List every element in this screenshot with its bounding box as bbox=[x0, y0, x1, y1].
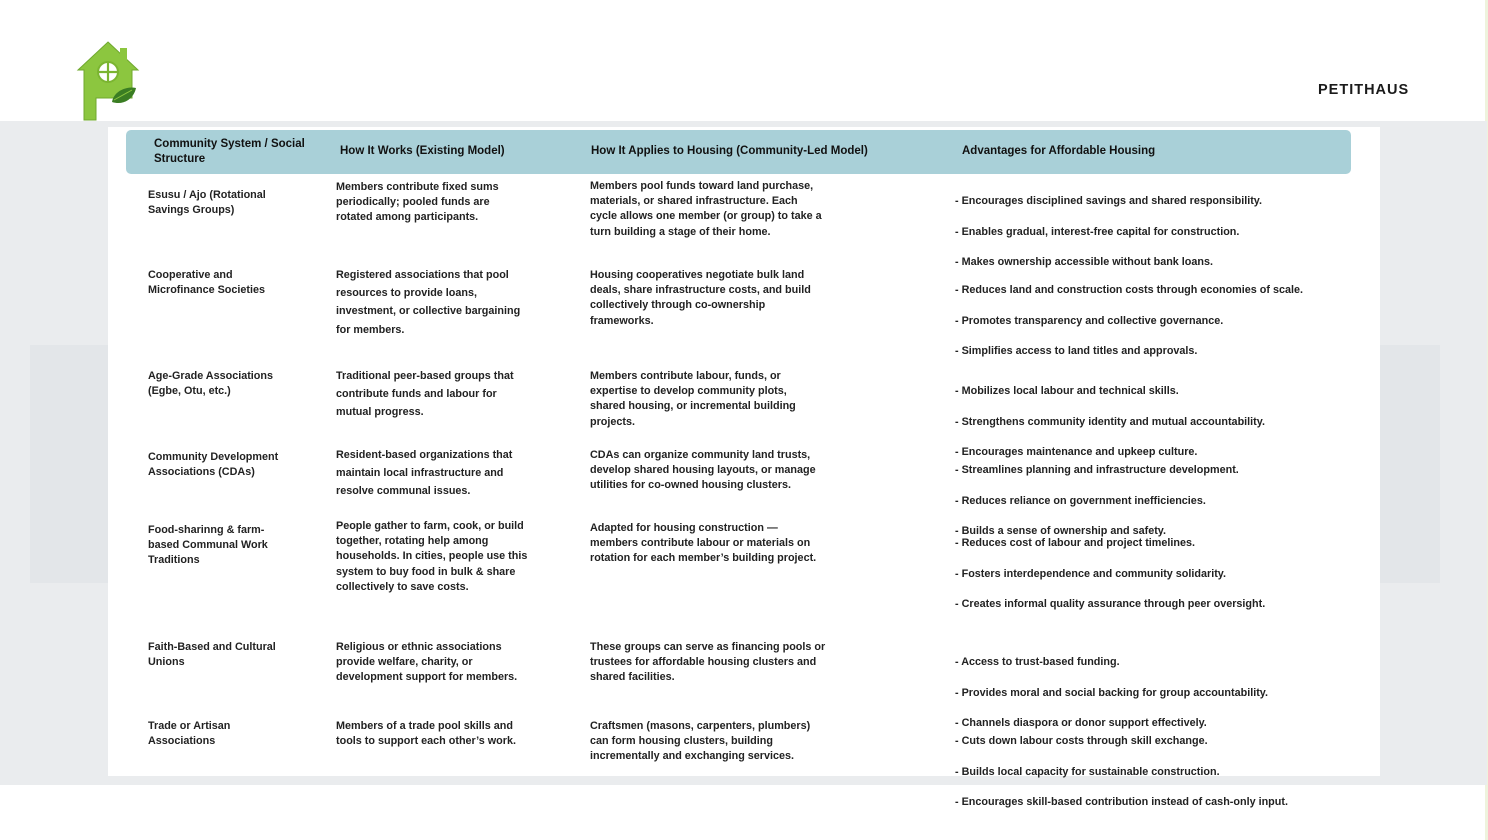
cell-advantages bbox=[955, 268, 1335, 374]
advantage-item: - Simplifies access to land titles and approvals. bbox=[955, 344, 1335, 359]
cell-system: Age-Grade Associations (Egbe, Otu, etc.) bbox=[148, 370, 273, 398]
cell-works: Registered associations that pool resources to provide loans, investment, or collective bargaining for members. bbox=[336, 269, 521, 336]
cell-system: Community Development Associations (CDAs) bbox=[148, 451, 279, 479]
cell-works: Members of a trade pool skills and tools to support each other’s work. bbox=[336, 720, 516, 748]
cell-works: Resident-based organizations that maintain local infrastructure and resolve communal issues. bbox=[336, 449, 513, 498]
house-logo-icon bbox=[74, 40, 142, 122]
header-how-it-applies: How It Applies to Housing (Community-Led Model) bbox=[591, 145, 868, 157]
cell-applies: Craftsmen (masons, carpenters, plumbers) can form housing clusters, building incrementally and exchanging services. bbox=[590, 720, 811, 763]
cell-works: Religious or ethnic associations provide welfare, charity, or development support for members. bbox=[336, 641, 518, 684]
advantage-item: - Reduces reliance on government inefficiencies. bbox=[955, 494, 1335, 509]
cell-applies: Adapted for housing construction — members contribute labour or materials on rotation for each member’s building project. bbox=[590, 522, 817, 565]
cell-system: Cooperative and Microfinance Societies bbox=[148, 269, 266, 297]
brand-name: PETITHAUS bbox=[1318, 82, 1410, 98]
advantage-item: - Cuts down labour costs through skill exchange. bbox=[955, 734, 1335, 749]
cell-applies: CDAs can organize community land trusts, develop shared housing layouts, or manage utilities for co-owned housing clusters. bbox=[590, 449, 816, 492]
advantage-item: - Builds a sense of ownership and safety. bbox=[955, 524, 1335, 539]
advantage-item: - Creates informal quality assurance through peer oversight. bbox=[955, 597, 1335, 612]
advantage-item: - Streamlines planning and infrastructure development. bbox=[955, 463, 1335, 478]
advantage-item: - Promotes transparency and collective governance. bbox=[955, 314, 1335, 329]
advantage-item: - Strengthens community identity and mutual accountability. bbox=[955, 415, 1335, 430]
advantage-item: - Makes ownership accessible without bank loans. bbox=[955, 255, 1335, 270]
cell-applies: Housing cooperatives negotiate bulk land deals, share infrastructure costs, and build collectively through co-ownership frameworks. bbox=[590, 269, 811, 327]
cell-system: Food-sharinng & farm- based Communal Work Traditions bbox=[148, 524, 268, 567]
header-community-system: Community System / Social Structure bbox=[154, 138, 305, 165]
band-shade bbox=[1380, 345, 1440, 583]
cell-works: Traditional peer-based groups that contribute funds and labour for mutual progress. bbox=[336, 370, 514, 419]
header-how-it-works: How It Works (Existing Model) bbox=[340, 145, 505, 157]
cell-applies: Members pool funds toward land purchase, materials, or shared infrastructure. Each cycle allows one member (or group) to take a turn building a stage of their home. bbox=[590, 180, 822, 238]
advantage-item: - Access to trust-based funding. bbox=[955, 655, 1335, 670]
header-advantages: Advantages for Affordable Housing bbox=[962, 145, 1156, 157]
cell-works: People gather to farm, cook, or build together, rotating help among households. In cities, people use this system to buy food in bulk & share collectively to save costs. bbox=[336, 520, 528, 593]
advantage-item: - Encourages skill-based contribution instead of cash-only input. bbox=[955, 795, 1335, 810]
cell-system: Trade or Artisan Associations bbox=[148, 720, 231, 748]
cell-advantages bbox=[955, 719, 1335, 825]
advantage-item: - Enables gradual, interest-free capital for construction. bbox=[955, 225, 1335, 240]
advantage-item: - Provides moral and social backing for group accountability. bbox=[955, 686, 1335, 701]
cell-system: Faith-Based and Cultural Unions bbox=[148, 641, 276, 669]
band-shade bbox=[30, 345, 108, 583]
advantage-item: - Reduces cost of labour and project timelines. bbox=[955, 536, 1335, 551]
cell-works: Members contribute fixed sums periodically; pooled funds are rotated among participants. bbox=[336, 181, 499, 224]
cell-system: Esusu / Ajo (Rotational Savings Groups) bbox=[148, 189, 266, 217]
advantage-item: - Encourages disciplined savings and shared responsibility. bbox=[955, 194, 1335, 209]
advantage-item: - Builds local capacity for sustainable construction. bbox=[955, 765, 1335, 780]
cell-applies: Members contribute labour, funds, or expertise to develop community plots, shared housing, or incremental building projects. bbox=[590, 370, 796, 428]
cell-applies: These groups can serve as financing pools or trustees for affordable housing clusters and shared facilities. bbox=[590, 641, 826, 684]
advantage-item: - Mobilizes local labour and technical skills. bbox=[955, 384, 1335, 399]
advantage-item: - Encourages maintenance and upkeep culture. bbox=[955, 445, 1335, 460]
advantage-item: - Reduces land and construction costs through economies of scale. bbox=[955, 283, 1335, 298]
cell-advantages bbox=[955, 521, 1335, 627]
advantage-item: - Channels diaspora or donor support effectively. bbox=[955, 716, 1335, 731]
advantage-item: - Fosters interdependence and community solidarity. bbox=[955, 567, 1335, 582]
